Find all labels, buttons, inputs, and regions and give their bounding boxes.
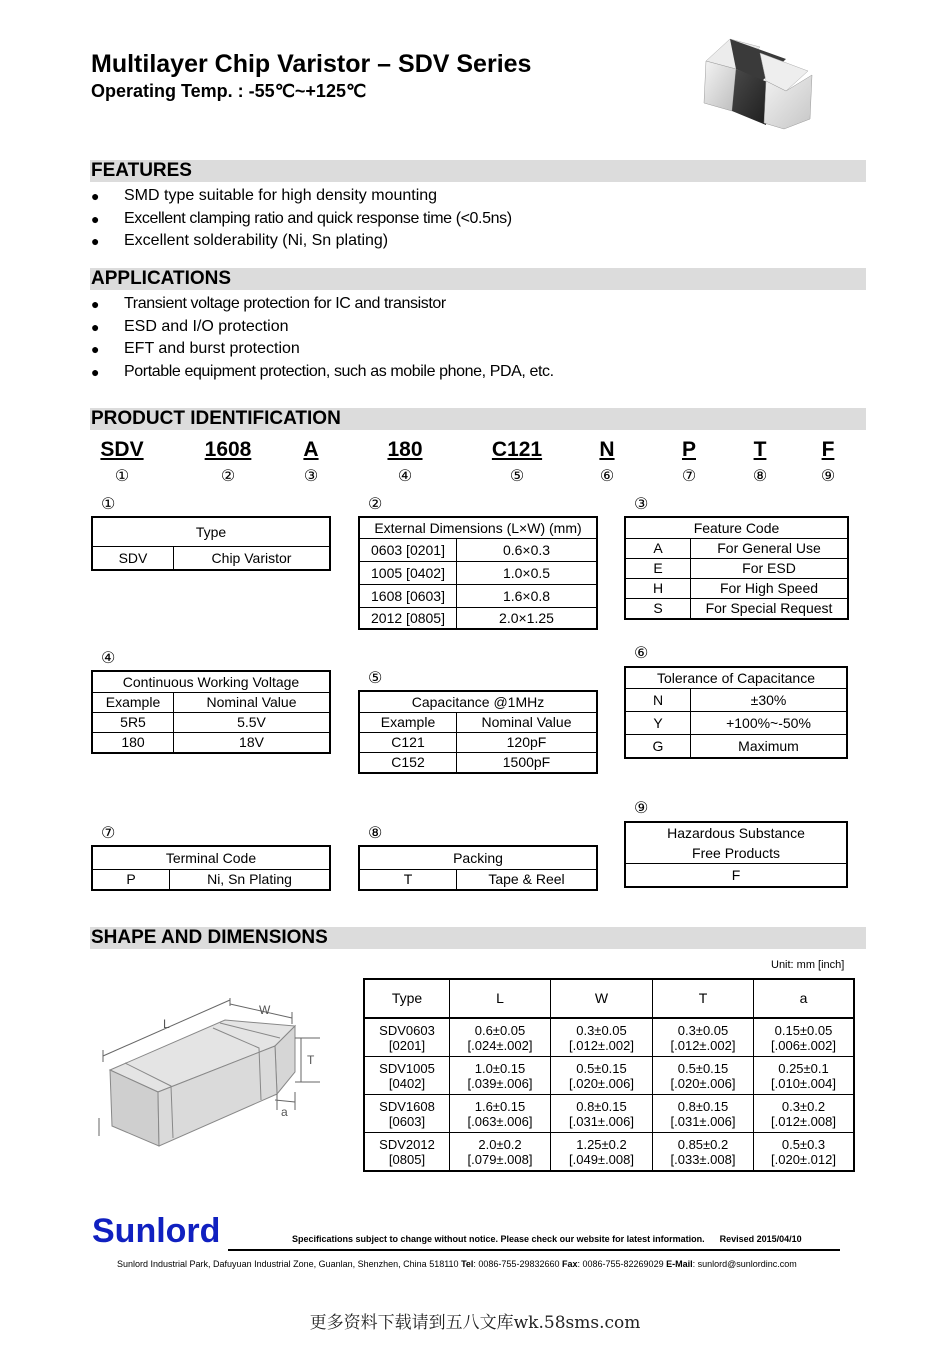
code-number: ⑧	[752, 468, 768, 485]
table-cell: 0.8±0.15	[576, 1098, 627, 1114]
fax-label: Fax	[561, 1259, 578, 1269]
table-cell: S	[625, 599, 691, 620]
table-cell: [.012±.002]	[670, 1037, 736, 1053]
table-cell: [.024±.002]	[467, 1037, 533, 1053]
table-header: Free Products	[692, 845, 780, 861]
table-cell: For Special Request	[691, 599, 849, 620]
table-cell: 0.5±0.15	[576, 1060, 627, 1076]
footer-note: Specifications subject to change without notice. Please check our website for latest information. Revised 2015/04/10	[292, 1234, 802, 1244]
table-cell: Maximum	[691, 735, 848, 759]
footer-divider	[228, 1249, 840, 1251]
table-cell: 0.5±0.3	[781, 1136, 826, 1152]
list-item: ● SMD type suitable for high density mounting	[91, 185, 512, 208]
table-cell: N	[625, 689, 691, 712]
table-cell: 120pF	[457, 733, 598, 753]
table-cell: 1.0×0.5	[457, 562, 598, 585]
dimension-label-a: a	[281, 1105, 288, 1119]
unit-label: Unit: mm [inch]	[771, 959, 845, 971]
table-header: Capacitance @1MHz	[359, 691, 597, 713]
company-logo: Sunlord	[92, 1212, 221, 1250]
code-number: ⑦	[681, 468, 697, 485]
table-cell: [.012±.002]	[569, 1037, 634, 1053]
code-tolerance: N	[599, 438, 615, 461]
table-cell: SDV	[92, 547, 174, 571]
table-cell: For ESD	[691, 559, 849, 579]
table-subheader: Nominal Value	[457, 713, 598, 733]
table-cell: [.063±.006]	[467, 1113, 533, 1129]
page-subtitle: Operating Temp. : -55℃~+125℃	[91, 81, 367, 101]
table-cell: SDV1608	[379, 1098, 435, 1114]
table-header: Hazardous Substance	[667, 825, 805, 841]
table-header: Terminal Code	[92, 846, 330, 870]
table-cell: 2.0×1.25	[457, 608, 598, 630]
table-cell: 0.3±0.05	[576, 1022, 627, 1038]
fax-value: : 0086-755-82269029	[577, 1259, 667, 1269]
page-title: Multilayer Chip Varistor – SDV Series	[91, 50, 532, 78]
code-number: ⑤	[509, 468, 525, 485]
table-cell: [.039±.006]	[467, 1075, 533, 1091]
product-identification-heading: PRODUCT IDENTIFICATION	[90, 408, 866, 430]
table-cell: 5R5	[92, 713, 174, 733]
table-cell: C121	[359, 733, 457, 753]
watermark-text: 更多资料下载请到五八文库wk.58sms.com	[309, 1313, 641, 1333]
dimension-label-t: T	[307, 1053, 315, 1067]
table-cell: 0.6±0.05	[474, 1022, 526, 1038]
table-cell: [.033±.008]	[670, 1151, 736, 1167]
table-cell: [0603]	[388, 1113, 426, 1129]
table-cell: Y	[625, 712, 691, 735]
code-series: SDV	[100, 438, 144, 461]
table-cell: 1.0±0.15	[474, 1060, 526, 1076]
table-row	[364, 1133, 854, 1172]
table-cell: +100%~-50%	[691, 712, 848, 735]
address-text: Sunlord Industrial Park, Dafuyuan Industrial Zone, Guanlan, Shenzhen, China 518110	[117, 1259, 462, 1269]
tel-value: : 0086-755-29832660	[473, 1259, 562, 1269]
tolerance-table	[624, 666, 848, 759]
table-header: Type	[92, 517, 330, 547]
hazardous-substance-table	[624, 821, 848, 888]
code-number: ⑥	[599, 468, 615, 485]
table-cell: [.049±.008]	[569, 1151, 634, 1167]
list-item: ● Excellent solderability (Ni, Sn plating)	[91, 230, 512, 253]
dimensions-table	[358, 516, 598, 630]
table-header: External Dimensions (L×W) (mm)	[359, 517, 597, 539]
table-cell: [.006±.002]	[771, 1037, 836, 1053]
table-cell: 0.15±0.05	[774, 1022, 833, 1038]
table-header: Continuous Working Voltage	[92, 671, 330, 693]
table-cell: 1.25±0.2	[576, 1136, 627, 1152]
code-number: ⑨	[820, 468, 836, 485]
table-header: Feature Code	[625, 517, 848, 539]
code-number: ④	[397, 468, 413, 485]
list-item: ● EFT and burst protection	[91, 338, 554, 361]
code-capacitance: C121	[491, 438, 543, 461]
terminal-code-table	[91, 845, 331, 891]
table-cell: Chip Varistor	[174, 547, 331, 571]
table-cell: 0.3±0.05	[677, 1022, 729, 1038]
email-label: E-Mail	[666, 1259, 693, 1269]
table-number: ④	[101, 650, 116, 667]
table-cell: A	[625, 539, 691, 559]
table-header: Packing	[359, 846, 597, 870]
table-cell: Tape & Reel	[457, 870, 598, 891]
shape-dimensions-heading: SHAPE AND DIMENSIONS	[90, 927, 866, 949]
table-cell: 1.6±0.15	[474, 1098, 526, 1114]
table-cell: 2012 [0805]	[359, 608, 457, 630]
table-subheader: Nominal Value	[174, 693, 331, 713]
table-cell: 180	[92, 733, 174, 754]
table-cell: 18V	[174, 733, 331, 754]
table-cell: P	[92, 870, 170, 891]
packing-table	[358, 845, 598, 891]
table-cell: [0805]	[388, 1151, 426, 1167]
table-cell: [.020±.012]	[771, 1151, 836, 1167]
table-cell: SDV1005	[379, 1060, 435, 1076]
code-feature: A	[303, 438, 319, 461]
table-cell: For General Use	[691, 539, 849, 559]
shape-dimensions-table	[363, 978, 855, 1172]
table-cell: 1005 [0402]	[359, 562, 457, 585]
voltage-table	[91, 670, 331, 754]
table-cell: 0603 [0201]	[359, 539, 457, 562]
dimension-label-w: W	[259, 1003, 271, 1017]
table-cell: [.010±.004]	[771, 1075, 836, 1091]
table-cell: 1608 [0603]	[359, 585, 457, 608]
applications-list	[91, 293, 554, 383]
table-cell: 0.6×0.3	[457, 539, 598, 562]
table-cell: [.031±.006]	[569, 1113, 634, 1129]
table-cell: 1.6×0.8	[457, 585, 598, 608]
table-cell: 0.85±0.2	[677, 1136, 729, 1152]
feature-code-table	[624, 516, 849, 620]
table-number: ⑥	[634, 645, 649, 662]
features-heading: FEATURES	[90, 160, 866, 182]
code-terminal: P	[681, 438, 696, 461]
tel-label: Tel	[461, 1259, 474, 1269]
table-subheader: Example	[359, 713, 457, 733]
table-cell: Ni, Sn Plating	[170, 870, 331, 891]
table-cell: For High Speed	[691, 579, 849, 599]
chip-dimension-drawing	[95, 998, 335, 1160]
code-number: ①	[114, 468, 130, 485]
table-header: a	[754, 979, 855, 1018]
applications-heading: APPLICATIONS	[90, 268, 866, 290]
code-number: ③	[303, 468, 319, 485]
table-cell: T	[359, 870, 457, 891]
footer-address	[117, 1259, 797, 1269]
table-cell: [.020±.006]	[670, 1075, 736, 1091]
table-subheader: Example	[92, 693, 174, 713]
table-cell: 0.3±0.2	[781, 1098, 826, 1114]
code-size: 1608	[204, 438, 252, 461]
table-number: ③	[634, 496, 649, 513]
table-number: ⑤	[368, 670, 383, 687]
chip-varistor-image	[700, 33, 818, 133]
email-value: : sunlord@sunlordinc.com	[692, 1259, 797, 1269]
table-cell: H	[625, 579, 691, 599]
dimension-label-l: L	[163, 1017, 170, 1031]
table-cell: 2.0±0.2	[478, 1136, 522, 1152]
table-cell: 5.5V	[174, 713, 331, 733]
table-cell: SDV2012	[379, 1136, 435, 1152]
table-row	[364, 1057, 854, 1095]
list-item: ● Excellent clamping ratio and quick response time (<0.5ns)	[91, 208, 512, 231]
table-cell: [.020±.006]	[569, 1075, 634, 1091]
table-cell: [0402]	[388, 1075, 426, 1091]
code-voltage: 180	[387, 438, 423, 461]
features-list	[91, 185, 512, 253]
code-hazard: F	[821, 438, 835, 461]
table-cell: [.079±.008]	[467, 1151, 533, 1167]
table-header: T	[653, 979, 754, 1018]
table-number: ⑧	[368, 825, 383, 842]
table-cell: 0.5±0.15	[677, 1060, 729, 1076]
list-item: ● ESD and I/O protection	[91, 316, 554, 339]
table-row	[364, 1018, 854, 1057]
table-header: W	[551, 979, 653, 1018]
code-number: ②	[220, 468, 236, 485]
table-cell: [.031±.006]	[670, 1113, 736, 1129]
table-cell: 0.8±0.15	[677, 1098, 729, 1114]
list-item: ● Transient voltage protection for IC and transistor	[91, 293, 554, 316]
table-number: ②	[368, 496, 383, 513]
table-cell: C152	[359, 753, 457, 774]
table-cell: SDV0603	[379, 1022, 435, 1038]
table-header: Tolerance of Capacitance	[625, 667, 847, 689]
code-packing: T	[753, 438, 767, 461]
table-cell: 0.25±0.1	[778, 1060, 829, 1076]
table-cell: [0201]	[388, 1037, 426, 1053]
type-table	[91, 516, 331, 571]
table-cell: ±30%	[691, 689, 848, 712]
table-row	[364, 1095, 854, 1133]
table-header: L	[450, 979, 551, 1018]
table-number: ⑨	[634, 800, 649, 817]
table-cell: [.012±.008]	[771, 1113, 836, 1129]
table-number: ⑦	[101, 825, 116, 842]
table-cell: F	[625, 864, 847, 888]
table-number: ①	[101, 496, 116, 513]
table-cell: 1500pF	[457, 753, 598, 774]
table-cell: E	[625, 559, 691, 579]
table-cell: G	[625, 735, 691, 759]
table-header: Type	[364, 979, 450, 1018]
list-item: ● Portable equipment protection, such as mobile phone, PDA, etc.	[91, 361, 554, 384]
capacitance-table	[358, 690, 598, 774]
